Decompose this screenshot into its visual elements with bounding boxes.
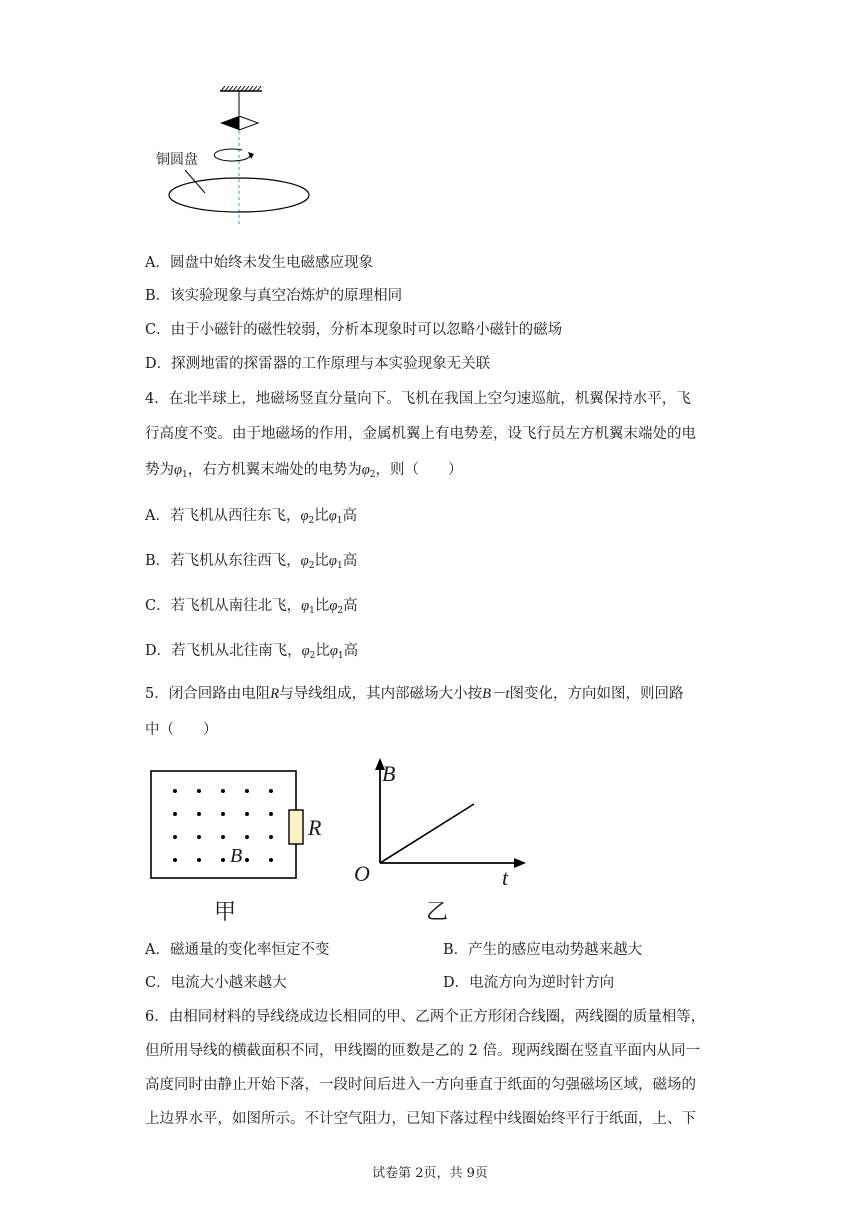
q4-option-c: C．若飞机从南往北飞，$\varphi_1$比$\varphi_2$高 bbox=[145, 598, 358, 616]
q5-stem-line1: 5．闭合回路由电阻R与导线组成，其内部磁场大小按B－t图变化，方向如图，则回路 bbox=[145, 686, 684, 702]
q6-line1: 6．由相同材料的导线绕成边长相同的甲、乙两个正方形闭合线圈，两线圈的质量相等， bbox=[145, 1009, 706, 1025]
q6-line3: 高度同时由静止开始下落，一段时间后进入一方向垂直于纸面的匀强磁场区域，磁场的 bbox=[145, 1077, 696, 1093]
q4-option-d: D．若飞机从北往南飞，$\varphi_2$比$\varphi_1$高 bbox=[145, 643, 359, 661]
q4-option-b: B．若飞机从东往西飞，$\varphi_2$比$\varphi_1$高 bbox=[145, 553, 358, 571]
q5-stem-line2: 中（ ） bbox=[145, 722, 218, 738]
q3-option-a: A．圆盘中始终未发生电磁感应现象 bbox=[145, 255, 373, 271]
q5-option-a: A．磁通量的变化率恒定不变 bbox=[145, 942, 330, 958]
q6-line4: 上边界水平，如图所示。不计空气阻力，已知下落过程中线圈始终平行于纸面，上、下 bbox=[145, 1111, 696, 1127]
figure-copper-disk bbox=[150, 85, 320, 230]
q5-option-b: B．产生的感应电动势越来越大 bbox=[443, 942, 643, 958]
x-axis-label: t bbox=[502, 865, 509, 890]
origin-label: O bbox=[354, 861, 370, 886]
q3-option-c: C．由于小磁针的磁性较弱，分析本现象时可以忽略小磁针的磁场 bbox=[145, 322, 563, 338]
q3-option-b: B．该实验现象与真空冶炼炉的原理相同 bbox=[145, 288, 403, 304]
figure-yi bbox=[352, 755, 532, 925]
q6-line2: 但所用导线的横截面积不同，甲线圈的匝数是乙的 2 倍。现两线圈在竖直平面内从同一 bbox=[145, 1043, 700, 1059]
page-footer: 试卷第 2页，共 9页 bbox=[372, 1166, 488, 1181]
q4-stem-line1: 4．在北半球上，地磁场竖直分量向下。飞机在我国上空匀速巡航，机翼保持水平，飞 bbox=[145, 391, 691, 407]
figure-jia-caption: 甲 bbox=[214, 899, 237, 924]
q5-option-d: D．电流方向为逆时针方向 bbox=[443, 975, 615, 991]
q4-stem-line3: 势为$\varphi_1$，右方机翼末端处的电势为$\varphi_2$，则（ ） bbox=[145, 462, 463, 480]
resistor-label: R bbox=[308, 815, 322, 840]
q5-option-c: C．电流大小越来越大 bbox=[145, 975, 287, 991]
y-axis-label: B bbox=[382, 761, 396, 786]
copper-disk-label: 铜圆盘 bbox=[156, 151, 198, 167]
figure-yi-caption: 乙 bbox=[426, 899, 449, 924]
field-label: B bbox=[230, 845, 243, 867]
q4-stem-line2: 行高度不变。由于地磁场的作用，金属机翼上有电势差，设飞行员左方机翼末端处的电 bbox=[145, 426, 696, 442]
q3-option-d: D．探测地雷的探雷器的工作原理与本实验现象无关联 bbox=[145, 356, 491, 372]
figure-jia bbox=[148, 765, 322, 925]
q4-option-a: A．若飞机从西往东飞，$\varphi_2$比$\varphi_1$高 bbox=[145, 508, 358, 526]
